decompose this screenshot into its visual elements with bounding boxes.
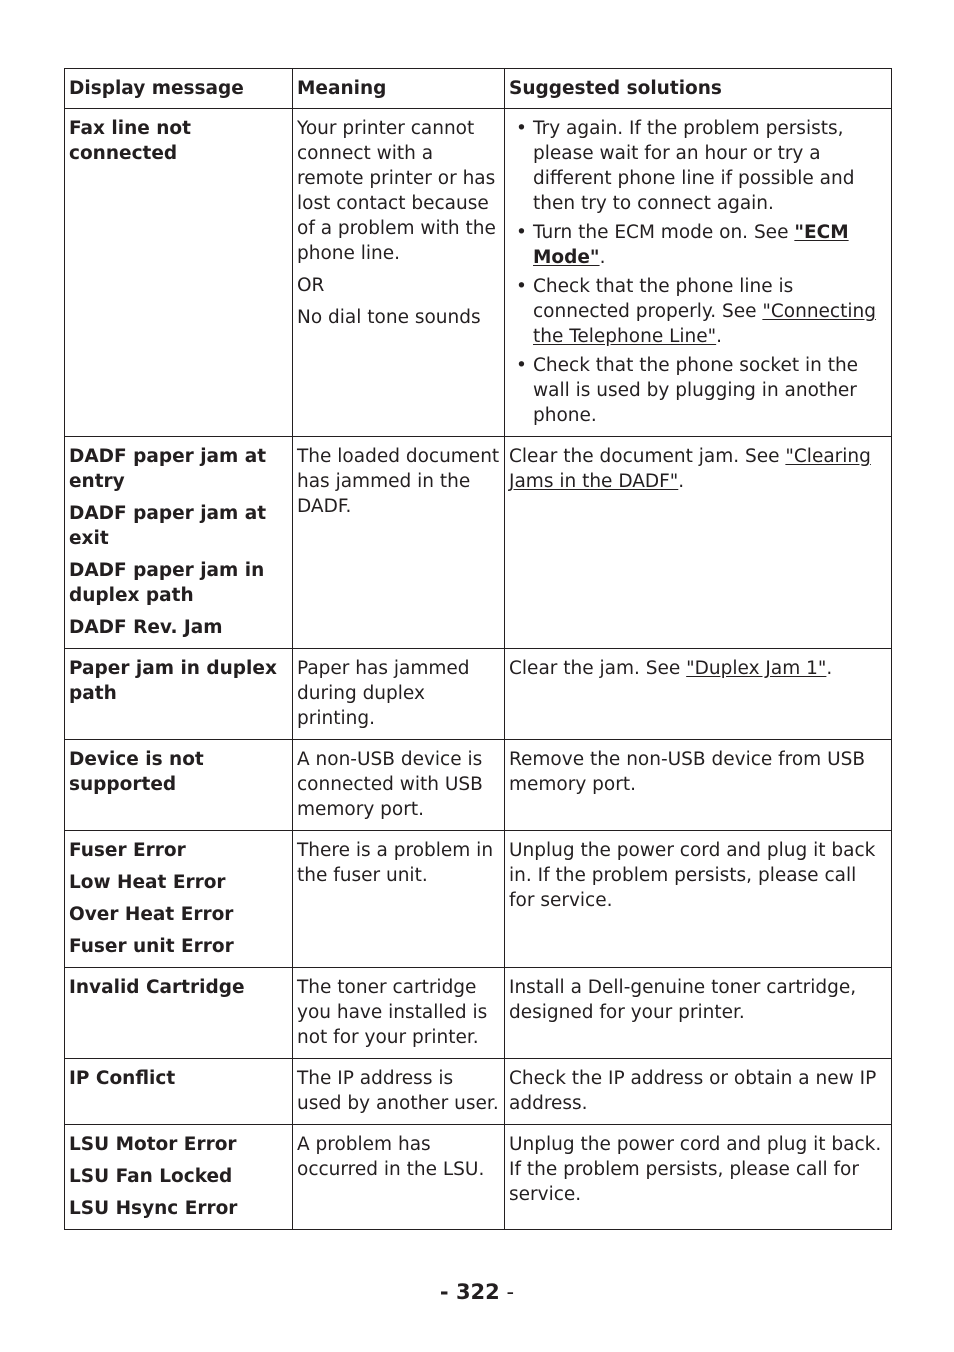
solution-text: Check that the phone socket in the wall is used by plugging in another phone. (533, 355, 859, 426)
meaning-text: There is a problem in the fuser unit. (297, 840, 494, 886)
header-meaning: Meaning (293, 69, 505, 109)
solution-text: Remove the non-USB device from USB memory port. (509, 749, 866, 795)
display-message-cell (65, 1125, 293, 1230)
table-header-row (65, 69, 892, 109)
solution-text: . (826, 658, 833, 679)
meaning-cell (293, 1059, 505, 1125)
table-row (65, 740, 892, 831)
solution-cell (505, 1125, 892, 1230)
page-number (0, 1278, 954, 1306)
solution-text: Check the IP address or obtain a new IP address. (509, 1068, 877, 1114)
display-message: IP Conflict (69, 1068, 176, 1089)
table-row (65, 437, 892, 649)
solution-text: Install a Dell-genuine toner cartridge, designed for your printer. (509, 977, 857, 1023)
table-row (65, 109, 892, 437)
display-message: DADF paper jam in duplex path (69, 560, 265, 606)
display-message-cell (65, 437, 293, 649)
page-number-trail: - (499, 1280, 515, 1304)
solution-cell (505, 649, 892, 740)
meaning-text: Paper has jammed during duplex printing. (297, 658, 470, 729)
display-message: LSU Motor Error (69, 1134, 237, 1155)
solution-text: . (716, 326, 723, 347)
display-message: DADF paper jam at exit (69, 503, 267, 549)
header-display-message: Display message (65, 69, 293, 109)
solution-text: Clear the jam. See (509, 658, 687, 679)
document-page (64, 68, 891, 1230)
solution-bullet-list (509, 116, 887, 428)
solution-text: Unplug the power cord and plug it back in. If the problem persists, please call for service. (509, 840, 876, 911)
display-message: Fuser Error (69, 840, 186, 861)
solution-text: . (678, 471, 685, 492)
error-messages-table (64, 68, 892, 1230)
table-row (65, 649, 892, 740)
meaning-text: A non-USB device is connected with USB memory port. (297, 749, 483, 820)
solution-bullet (533, 274, 887, 349)
display-message: DADF paper jam at entry (69, 446, 267, 492)
table-row (65, 1125, 892, 1230)
connecting-telephone-line-link[interactable]: "Connecting the Telephone Line" (533, 301, 876, 347)
solution-bullet (533, 220, 887, 270)
table-row (65, 1059, 892, 1125)
meaning-text: No dial tone sounds (297, 307, 481, 328)
ecm-mode-link[interactable]: "ECM Mode" (533, 222, 849, 268)
display-message-cell (65, 968, 293, 1059)
clearing-jams-dadf-link[interactable]: "Clearing Jams in the DADF" (509, 446, 871, 492)
display-message-cell (65, 740, 293, 831)
meaning-cell (293, 1125, 505, 1230)
page-number-value: - 322 (439, 1280, 500, 1304)
meaning-cell (293, 831, 505, 968)
solution-text: Unplug the power cord and plug it back. If the problem persists, please call for service. (509, 1134, 882, 1205)
solution-cell (505, 740, 892, 831)
display-message: DADF Rev. Jam (69, 617, 223, 638)
solution-text: Check that the phone line is connected properly. See (533, 276, 794, 322)
display-message: Device is not supported (69, 749, 204, 795)
meaning-cell (293, 649, 505, 740)
meaning-text: Your printer cannot connect with a remote printer or has lost contact because of a problem with the phone line. (297, 118, 496, 264)
solution-text: Try again. If the problem persists, please wait for an hour or try a different phone line if possible and then try to connect again. (533, 118, 855, 214)
meaning-cell (293, 437, 505, 649)
meaning-text: The loaded document has jammed in the DADF. (297, 446, 500, 517)
display-message: Fax line not connected (69, 118, 191, 164)
display-message-cell (65, 1059, 293, 1125)
solution-cell (505, 1059, 892, 1125)
display-message: Fuser unit Error (69, 936, 234, 957)
meaning-text: The toner cartridge you have installed is not for your printer. (297, 977, 488, 1048)
display-message: Low Heat Error (69, 872, 226, 893)
display-message: Over Heat Error (69, 904, 234, 925)
header-suggested-solutions: Suggested solutions (505, 69, 892, 109)
display-message: LSU Fan Locked (69, 1166, 233, 1187)
solution-cell (505, 437, 892, 649)
solution-bullet (533, 116, 887, 216)
meaning-cell (293, 968, 505, 1059)
display-message: Paper jam in duplex path (69, 658, 277, 704)
solution-text: . (599, 247, 606, 268)
solution-bullet (533, 353, 887, 428)
display-message: LSU Hsync Error (69, 1198, 238, 1219)
meaning-cell (293, 109, 505, 437)
solution-cell (505, 831, 892, 968)
duplex-jam-link[interactable]: "Duplex Jam 1" (686, 658, 827, 679)
solution-cell (505, 968, 892, 1059)
meaning-cell (293, 740, 505, 831)
display-message: Invalid Cartridge (69, 977, 245, 998)
meaning-text: A problem has occurred in the LSU. (297, 1134, 485, 1180)
display-message-cell (65, 109, 293, 437)
solution-text: Turn the ECM mode on. See (533, 222, 795, 243)
meaning-text: The IP address is used by another user. (297, 1068, 499, 1114)
solution-text: Clear the document jam. See (509, 446, 786, 467)
meaning-text: OR (297, 275, 325, 296)
table-row (65, 831, 892, 968)
display-message-cell (65, 649, 293, 740)
table-row (65, 968, 892, 1059)
display-message-cell (65, 831, 293, 968)
solution-cell (505, 109, 892, 437)
